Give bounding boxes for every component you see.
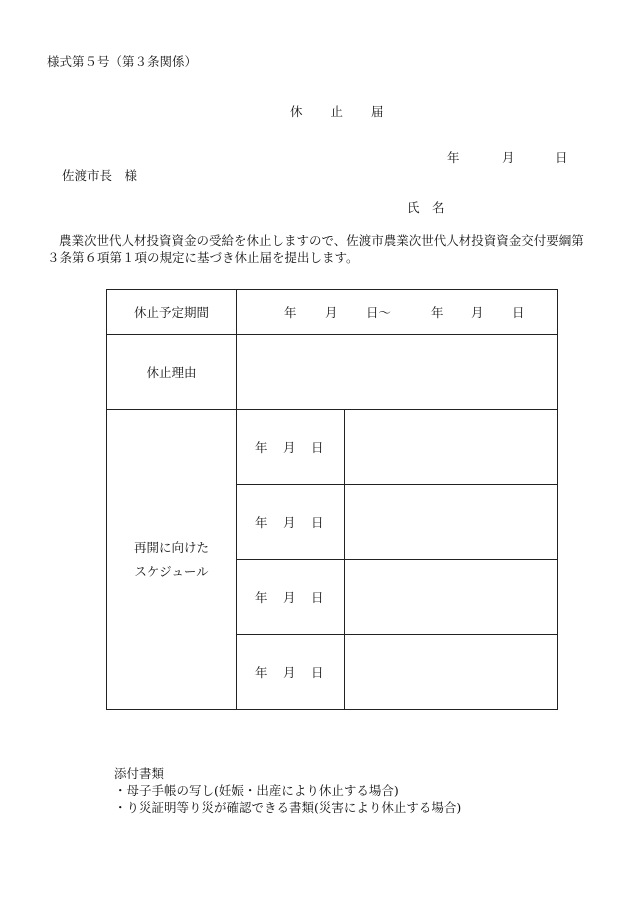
suspension-form-table (106, 289, 558, 710)
reason-label: 休止理由 (107, 335, 237, 410)
schedule-year: 年 (255, 590, 268, 605)
schedule-label-line2: スケジュール (134, 563, 209, 579)
recipient: 佐渡市長 様 (62, 168, 138, 183)
date-month-label: 月 (502, 150, 515, 165)
applicant-name-label: 氏 名 (407, 200, 445, 215)
schedule-row (107, 410, 558, 485)
period-label: 休止予定期間 (107, 290, 237, 335)
form-number: 様式第５号（第３条関係） (47, 54, 198, 69)
schedule-day: 日 (311, 515, 324, 530)
schedule-date-cell[interactable] (237, 560, 345, 635)
period-day1: 日～ (366, 305, 392, 320)
period-input-cell[interactable] (237, 290, 558, 335)
schedule-content-cell[interactable] (345, 410, 558, 485)
reason-input-cell[interactable] (237, 335, 558, 410)
document-title: 休 止 届 (290, 104, 396, 119)
date-year-label: 年 (447, 150, 460, 165)
reason-row (107, 335, 558, 410)
period-year1: 年 (284, 305, 297, 320)
date-day-label: 日 (555, 150, 568, 165)
schedule-day: 日 (311, 440, 324, 455)
schedule-year: 年 (255, 440, 268, 455)
schedule-month: 月 (283, 440, 296, 455)
period-day2: 日 (512, 305, 525, 320)
period-row (107, 290, 558, 335)
body-text: 農業次世代人材投資資金の受給を休止しますので、佐渡市農業次世代人材投資資金交付要綱第３条第６項第１項の規定に基づき休止届を提出します。 (47, 233, 584, 265)
period-year2: 年 (431, 305, 444, 320)
schedule-content-cell[interactable] (345, 485, 558, 560)
schedule-content-cell[interactable] (345, 560, 558, 635)
schedule-year: 年 (255, 665, 268, 680)
schedule-date-cell[interactable] (237, 410, 345, 485)
schedule-date-cell[interactable] (237, 635, 345, 710)
schedule-day: 日 (311, 665, 324, 680)
period-month2: 月 (471, 305, 484, 320)
schedule-content-cell[interactable] (345, 635, 558, 710)
period-month1: 月 (325, 305, 338, 320)
schedule-label-line1: 再開に向けた (133, 539, 209, 555)
attachment-item: ・母子手帳の写し(妊娠・出産により休止する場合) (114, 783, 399, 798)
schedule-date-cell[interactable] (237, 485, 345, 560)
schedule-month: 月 (283, 515, 296, 530)
schedule-year: 年 (255, 515, 268, 530)
schedule-month: 月 (283, 590, 296, 605)
schedule-month: 月 (283, 665, 296, 680)
attachment-item: ・り災証明等り災が確認できる書類(災害により休止する場合) (114, 800, 462, 815)
schedule-day: 日 (311, 590, 324, 605)
attachments-title: 添付書類 (114, 766, 165, 781)
schedule-label (107, 410, 237, 710)
